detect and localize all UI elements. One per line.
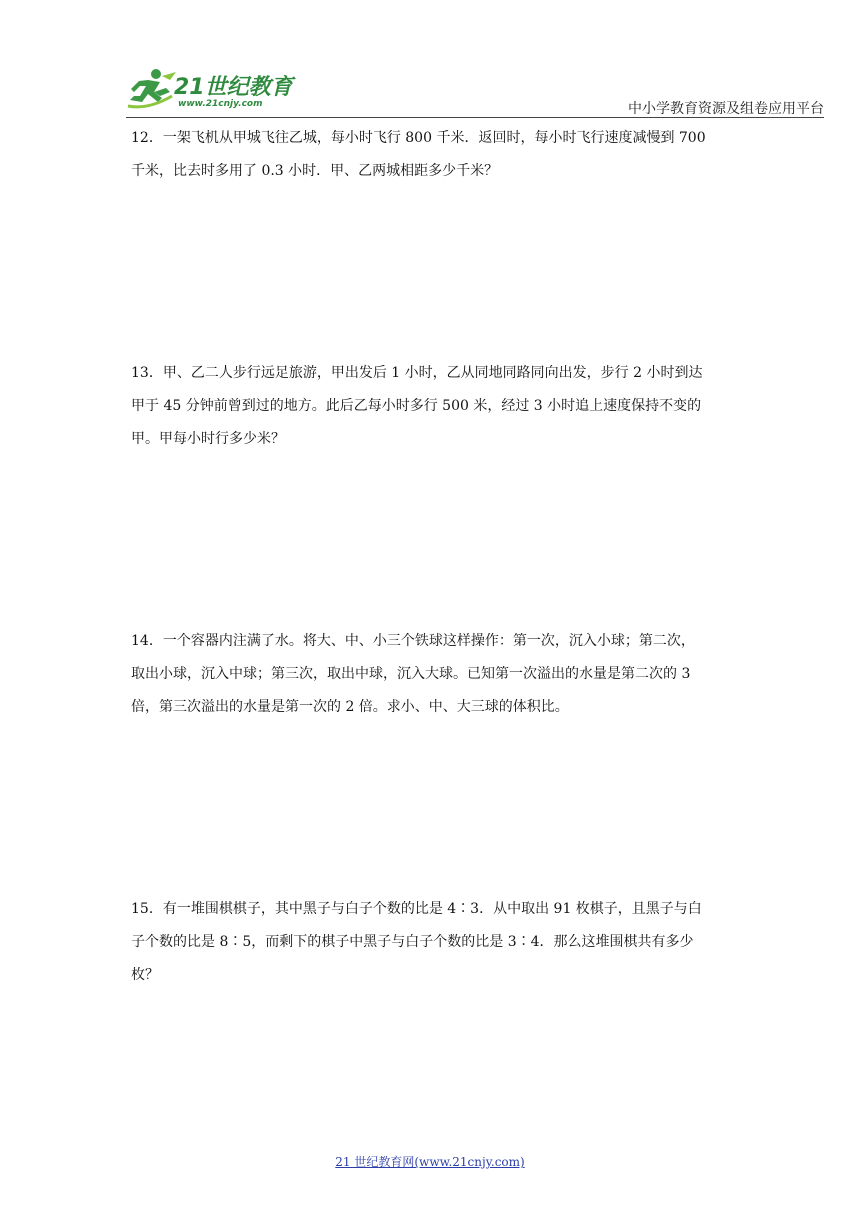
page-footer	[0, 1153, 860, 1170]
question-text: 一个容器内注满了水。将大、中、小三个铁球这样操作：第一次，沉入小球；第二次，	[162, 633, 695, 649]
question-text: 甲、乙二人步行远足旅游，甲出发后 1 小时，乙从同地同路同向出发，步行 2 小时到达	[162, 365, 703, 381]
question-12	[131, 122, 731, 188]
question-14	[131, 625, 731, 724]
logo-title: 21世纪教育	[174, 75, 293, 100]
question-line	[131, 625, 731, 658]
footer-site-link[interactable]: 21 世纪教育网(www.21cnjy.com)	[335, 1155, 525, 1169]
page-header	[0, 0, 860, 120]
question-15	[131, 893, 731, 992]
question-line: 子个数的比是 8∶5，而剩下的棋子中黑子与白子个数的比是 3∶4．那么这堆围棋共有多少	[131, 934, 694, 950]
question-line: 甲于 45 分钟前曾到过的地方。此后乙每小时多行 500 米，经过 3 小时追上速度保持不变的	[131, 398, 702, 414]
header-divider	[126, 117, 824, 118]
question-line: 倍，第三次溢出的水量是第一次的 2 倍。求小、中、大三球的体积比。	[131, 699, 569, 715]
question-line: 枚？	[131, 967, 159, 983]
running-person-logo-icon	[126, 66, 176, 112]
question-text: 一架飞机从甲城飞往乙城，每小时飞行 800 千米．返回时，每小时飞行速度减慢到 700	[162, 130, 706, 146]
question-line: 取出小球，沉入中球；第三次，取出中球，沉入大球。已知第一次溢出的水量是第二次的 3	[131, 666, 691, 682]
logo-url: www.21cnjy.com	[178, 99, 263, 109]
question-line	[131, 122, 731, 155]
question-line	[131, 357, 731, 390]
brand-logo[interactable]	[126, 66, 306, 116]
question-number: 15．	[131, 901, 163, 917]
question-number: 13．	[131, 365, 163, 381]
question-number: 12．	[131, 130, 163, 146]
question-number: 14．	[131, 633, 163, 649]
question-line: 甲。甲每小时行多少米？	[131, 431, 285, 447]
question-line	[131, 893, 731, 926]
question-13	[131, 357, 731, 456]
question-text: 有一堆围棋棋子，其中黑子与白子个数的比是 4∶3．从中取出 91 枚棋子，且黑子与白	[162, 901, 702, 917]
platform-tagline: 中小学教育资源及组卷应用平台	[628, 101, 824, 117]
question-line: 千米，比去时多用了 0.3 小时．甲、乙两城相距多少千米？	[131, 163, 499, 179]
